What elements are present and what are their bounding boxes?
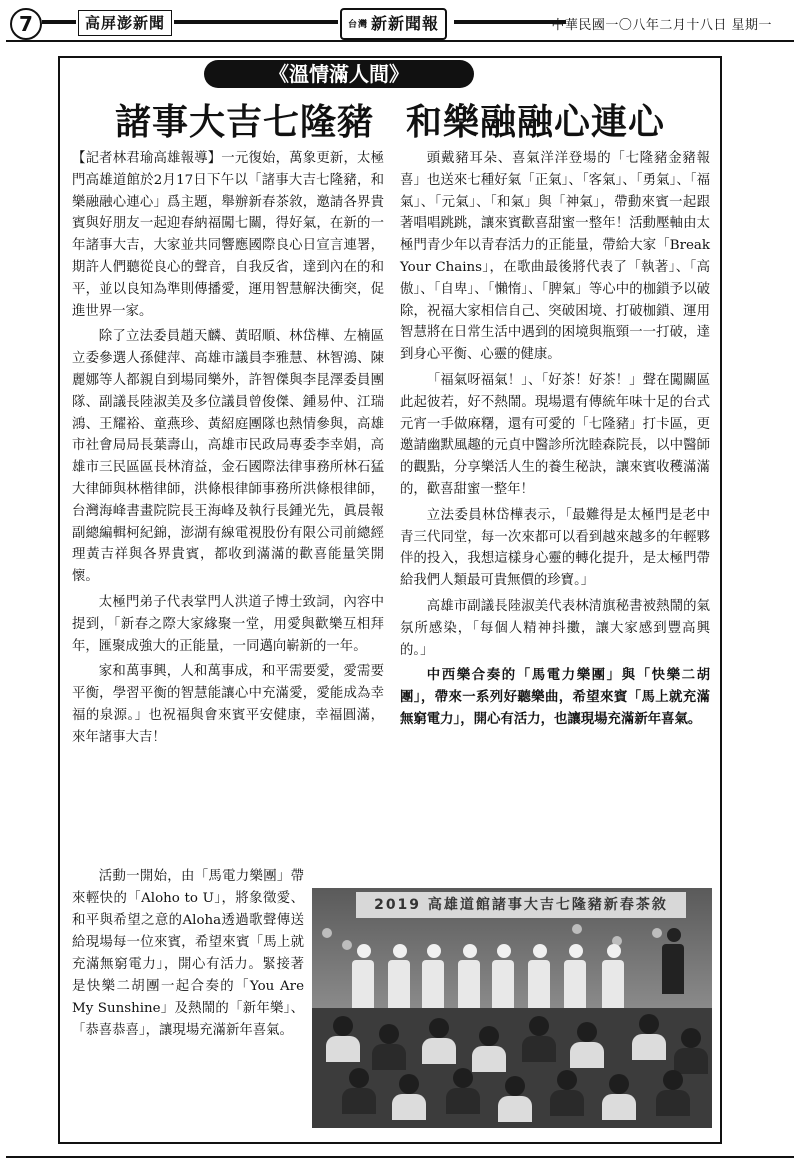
audience-member xyxy=(422,1018,456,1064)
audience-member xyxy=(498,1076,532,1122)
paragraph: 【記者林君瑜高雄報導】一元復始，萬象更新，太極門高雄道館於2月17日下午以「諸事大吉七隆豬，和樂融融心連心」爲主題，舉辦新春茶敘，邀請各界貴賓與好朋友一起迎春納福闖七關，得好氣，在新的一年諸事大吉，大家並共同響應國際良心日宣言連署，期許人們聽從良心的聲音，自我反省，達到內在的和平，並以良知為準則傳播愛，運用智慧解決衝突，促進世界一家。 xyxy=(72,151,384,319)
headline-left: 諸事大吉七隆豬 xyxy=(114,102,374,143)
brand-prefix: 台灣 xyxy=(348,19,369,30)
bottom-rule xyxy=(6,1156,794,1158)
paragraph: 除了立法委員趙天麟、黃昭順、林岱樺、左楠區立委參選人孫健萍、高雄市議員李雅慧、林智鴻、陳麗娜等人都親自到場同樂外，許智傑與李昆澤委員團隊、副議長陸淑美及多位議員曾俊傑、鍾易仲、江瑞鴻、王耀裕、童燕珍、黃紹庭團隊也熱情參與，高雄市社會局局長葉壽山，高雄市民政局專委李幸娟，高雄市三民區區長林淯益，金石國際法律事務所林石猛大律師與林楷律師，洪條根律師事務所洪條根律師，台灣海峰書畫院院長王海峰及執行長鍾光先，眞晨報副總編輯柯紀錦，澎湖有線電視股份有限公司前總經理黃吉祥與各界貴賓，都收到滿滿的歡喜能量笑開懷。 xyxy=(72,329,384,585)
paragraph: 高雄市副議長陸淑美代表林清旗秘書被熱鬧的氣氛所感染，「每個人精神抖擻，讓大家感到豐高興的。」 xyxy=(400,598,710,658)
paragraph: 立法委員林岱樺表示，「最難得是太極門是老中青三代同堂，每一次來都可以看到越來越多的年輕夥伴的投入，我想這樣身心靈的轉化提升，是太極門帶給我們人類最可貴無價的珍寶。」 xyxy=(400,507,710,589)
masthead-rule xyxy=(454,20,566,24)
issue-date: 中華民國一〇八年二月十八日 星期一 xyxy=(551,18,772,33)
audience-member xyxy=(522,1016,556,1062)
lantern-icon xyxy=(572,924,582,934)
paragraph: 太極門弟子代表掌門人洪道子博士致詞，內容中提到，「新春之際大家緣聚一堂，用愛與歡樂互相拜年，匯聚成強大的正能量，一同邁向嶄新的一年。 xyxy=(72,594,384,654)
audience-member xyxy=(632,1014,666,1060)
masthead xyxy=(6,8,794,40)
brand-name: 新新聞報 xyxy=(371,14,440,33)
lantern-icon xyxy=(342,940,352,950)
performer xyxy=(602,944,626,1014)
performer xyxy=(528,944,552,1014)
audience-member xyxy=(472,1026,506,1072)
audience-member xyxy=(602,1074,636,1120)
performer xyxy=(422,944,446,1014)
right-column xyxy=(400,148,710,735)
performer xyxy=(352,944,376,1014)
masthead-divider xyxy=(6,40,794,42)
audience-member xyxy=(392,1074,426,1120)
audience-member xyxy=(446,1068,480,1114)
audience-member xyxy=(656,1070,690,1116)
performer xyxy=(662,928,686,998)
headline-right: 和樂融融心連心 xyxy=(406,102,666,143)
page-number: 7 xyxy=(10,8,42,40)
audience-member xyxy=(570,1022,604,1068)
audience-member xyxy=(372,1024,406,1070)
paragraph: 活動一開始，由「馬電力樂團」帶來輕快的「Aloho to U」，將象徵愛、和平與希望之意的Aloha透過歌聲傳送給現場每一位來賓，希望來賓「馬上就充滿無窮電力」，開心有活力。緊接著是快樂二胡團一起合奏的「You Are My Sunshine」及熱鬧的「新年樂」、「恭喜恭喜」，讓現場充滿新年喜氣。 xyxy=(72,869,304,1038)
audience-member xyxy=(342,1068,376,1114)
audience-member xyxy=(326,1016,360,1062)
performer xyxy=(458,944,482,1014)
headline xyxy=(60,94,720,145)
bottom-left-column xyxy=(72,866,304,1046)
photo-banner: 2019 高雄道館諸事大吉七隆豬新春茶敘 xyxy=(356,892,686,918)
left-column xyxy=(72,148,384,753)
performer xyxy=(388,944,412,1014)
section-tag: 《溫情滿人間》 xyxy=(204,60,474,88)
event-photo xyxy=(312,888,712,1128)
performer xyxy=(492,944,516,1014)
masthead-rule xyxy=(174,20,338,24)
newspaper-brand xyxy=(340,8,447,40)
lantern-icon xyxy=(652,928,662,938)
audience-member xyxy=(550,1070,584,1116)
paragraph: 中西樂合奏的「馬電力樂團」與「快樂二胡團」，帶來一系列好聽樂曲，希望來賓「馬上就充滿無窮電力」，開心有活力，也讓現場充滿新年喜氣。 xyxy=(400,667,710,727)
audience-member xyxy=(674,1028,708,1074)
paper-name: 高屏澎新聞 xyxy=(78,10,172,36)
paragraph: 「福氣呀福氣！」、「好茶！好茶！」聲在闖關區此起彼若，好不熱鬧。現場還有傳統年味十足的台式元宵一手做麻糬，還有可愛的「七隆豬」打卡區，更邀請幽默風趣的元貞中醫診所沈睦森院長，以中醫師的觀點，分享樂活人生的養生秘訣，讓來賓收穫滿滿的，歡喜甜蜜一整年！ xyxy=(400,372,710,497)
paragraph: 頭戴豬耳朵、喜氣洋洋登場的「七隆豬金豬報喜」也送來七種好氣「正氣」、「客氣」、「勇氣」、「福氣」、「元氣」、「和氣」與「神氣」，帶動來賓一起跟著唱唱跳跳，讓來賓歡喜甜蜜一整年！活動壓軸由太極門青少年以青春活力的正能量，帶給大家「Break Your Chains」，在歌曲最後將代表了「執著」、「高傲」、「自卑」、「懶惰」、「脾氣」等心中的枷鎖予以破除，祝福大家相信自己、突破困境、打破枷鎖、運用智慧將在日常生活中遇到的困境與瓶頸一一打破，達到身心平衡、心靈的健康。 xyxy=(400,151,710,363)
masthead-rule xyxy=(42,20,76,24)
performer xyxy=(564,944,588,1014)
paragraph: 家和萬事興，人和萬事成，和平需要愛，愛需要平衡，學習平衡的智慧能讓心中充滿愛，愛能成為幸福的泉源。」也祝福與會來賓平安健康，幸福圓滿，來年諸事大吉！ xyxy=(72,664,384,745)
lantern-icon xyxy=(322,928,332,938)
